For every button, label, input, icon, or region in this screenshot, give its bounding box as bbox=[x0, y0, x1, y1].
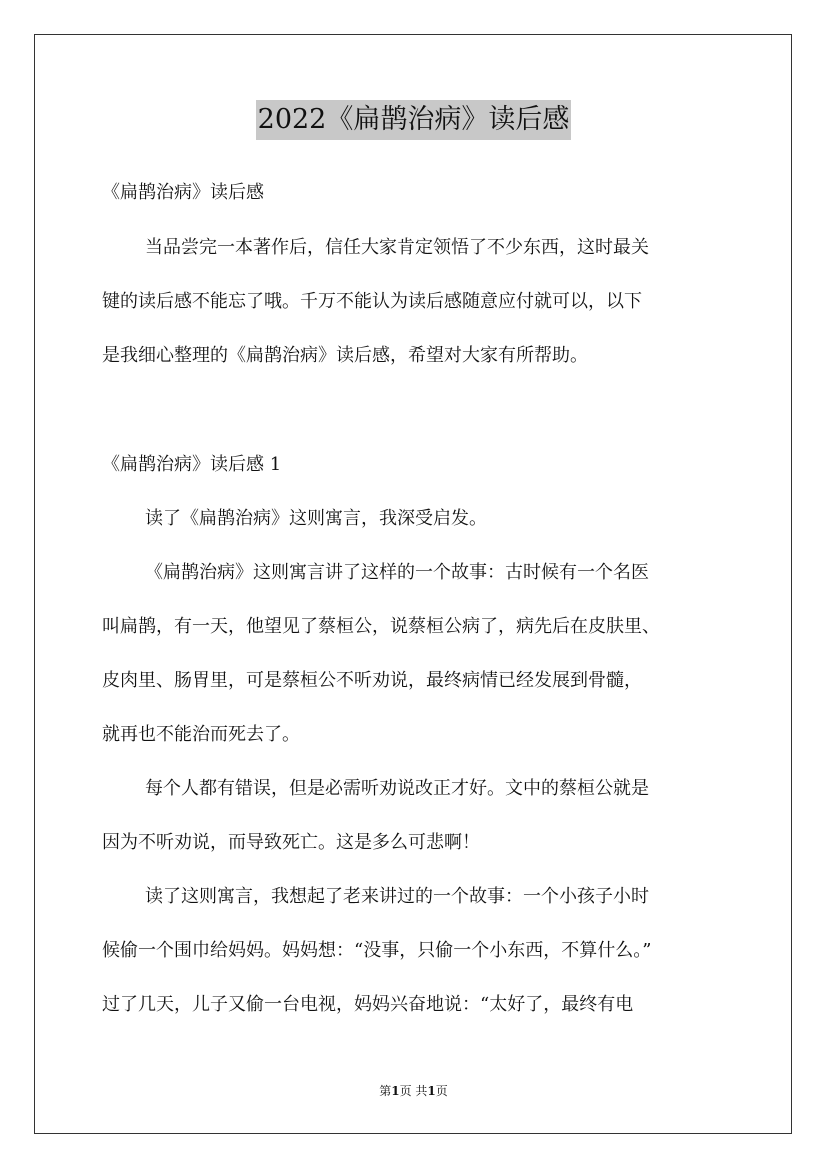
footer-mid: 页 共 bbox=[399, 1084, 428, 1098]
footer-suffix: 页 bbox=[435, 1084, 448, 1098]
paragraph-line: 《扁鹊治病》这则寓言讲了这样的一个故事：古时候有一个名医 bbox=[145, 562, 649, 583]
document-title: 2022《扁鹊治病》读后感 bbox=[256, 100, 572, 140]
paragraph-line: 每个人都有错误，但是必需听劝说改正才好。文中的蔡桓公就是 bbox=[145, 778, 649, 799]
paragraph-line: 读了《扁鹊治病》这则寓言，我深受启发。 bbox=[145, 508, 487, 529]
footer-page-current: 1 bbox=[391, 1084, 400, 1098]
title-container bbox=[0, 100, 827, 140]
subtitle-line: 《扁鹊治病》读后感 bbox=[102, 182, 264, 203]
paragraph-line: 叫扁鹊，有一天，他望见了蔡桓公，说蔡桓公病了，病先后在皮肤里、 bbox=[102, 616, 660, 637]
paragraph-line: 因为不听劝说，而导致死亡。这是多么可悲啊！ bbox=[102, 832, 480, 853]
paragraph-line: 是我细心整理的《扁鹊治病》读后感，希望对大家有所帮助。 bbox=[102, 345, 588, 366]
footer-prefix: 第 bbox=[379, 1084, 392, 1098]
page-footer bbox=[0, 1082, 827, 1099]
paragraph-line: 读了这则寓言，我想起了老来讲过的一个故事：一个小孩子小时 bbox=[145, 886, 649, 907]
section-heading: 《扁鹊治病》读后感 1 bbox=[102, 454, 282, 475]
paragraph-line: 就再也不能治而死去了。 bbox=[102, 724, 300, 745]
paragraph-line: 候偷一个围巾给妈妈。妈妈想：“没事，只偷一个小东西，不算什么。” bbox=[102, 940, 652, 961]
paragraph-line: 当品尝完一本著作后，信任大家肯定领悟了不少东西，这时最关 bbox=[145, 237, 649, 258]
paragraph-line: 键的读后感不能忘了哦。千万不能认为读后感随意应付就可以，以下 bbox=[102, 291, 642, 312]
paragraph-line: 皮肉里、肠胃里，可是蔡桓公不听劝说，最终病情已经发展到骨髓， bbox=[102, 670, 642, 691]
paragraph-line: 过了几天，儿子又偷一台电视，妈妈兴奋地说：“太好了，最终有电 bbox=[102, 994, 634, 1015]
footer-page-total: 1 bbox=[427, 1084, 436, 1098]
